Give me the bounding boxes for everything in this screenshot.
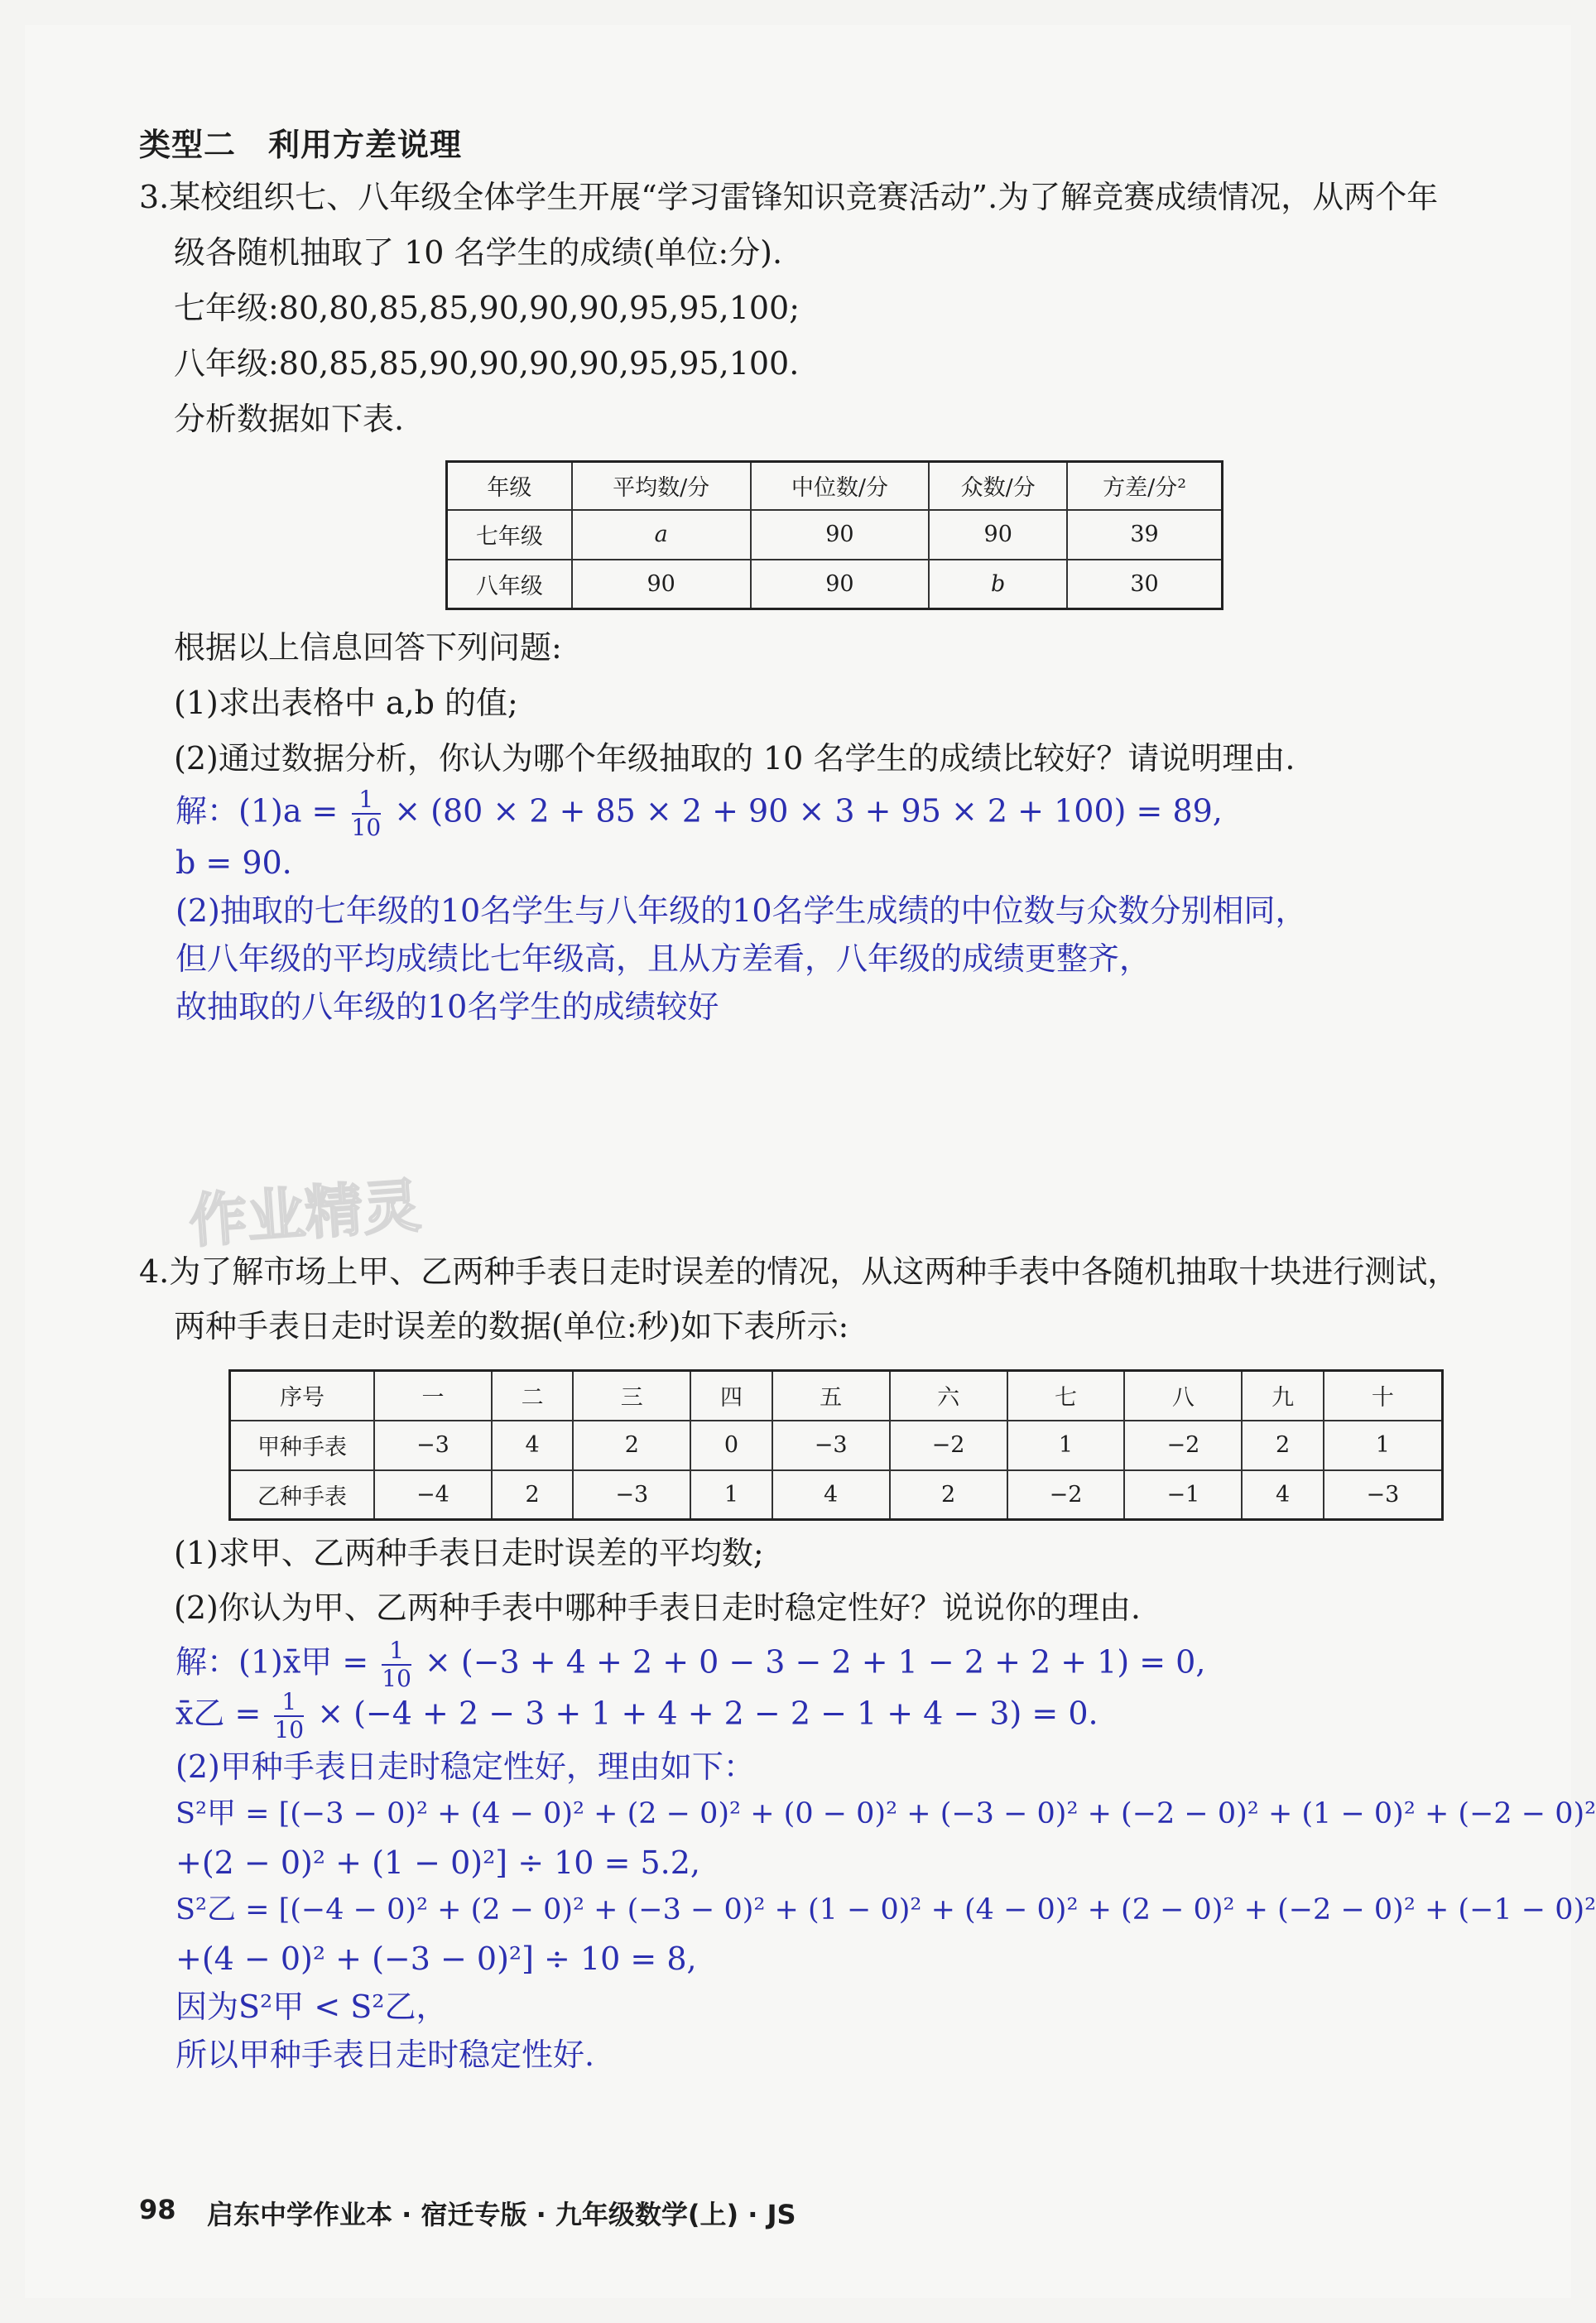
q3-prompt: 根据以上信息回答下列问题: [174,629,562,666]
table-cell: 4 [772,1470,890,1520]
footer-page-number: 98 [139,2194,176,2225]
table-cell: −2 [1124,1421,1242,1470]
q4-answer2-suffix: × (−4 + 2 − 3 + 1 + 4 + 2 − 2 − 1 + 4 − 3) = 0. [317,1695,1098,1732]
fraction-numerator: 1 [382,1639,411,1666]
table-cell: 甲种手表 [230,1421,375,1470]
table-header-row [230,1371,1443,1421]
q3-sub1: (1)求出表格中 a,b 的值; [174,685,518,721]
table-header-cell: 方差/分² [1067,462,1222,510]
table-header-cell: 十 [1324,1371,1443,1421]
q4-answer1 [175,1639,1205,1691]
table-cell: a [572,510,751,560]
q4-variance-yi-line2: +(4 − 0)² + (−3 − 0)²] ÷ 10 = 8, [175,1941,697,1977]
table-cell: 90 [751,510,930,560]
fraction-denominator: 10 [274,1716,305,1743]
q3-answer2-line1: (2)抽取的七年级的10名学生与八年级的10名学生成绩的中位数与众数分别相同， [175,892,1307,929]
table-cell: 2 [492,1470,573,1520]
fraction-numerator: 1 [352,788,382,815]
table-header-cell: 序号 [230,1371,375,1421]
table-cell: 90 [572,560,751,609]
table-cell: 30 [1067,560,1222,609]
table-row [447,510,1223,560]
table-cell: −3 [1324,1470,1443,1520]
q4-stem-line2: 两种手表日走时误差的数据(单位:秒)如下表所示: [174,1308,849,1344]
table-cell: 2 [1242,1421,1323,1470]
q3-answer1-fraction [352,788,382,839]
q4-variance-jia-line1: S²甲 = [(−3 − 0)² + (4 − 0)² + (2 − 0)² + (0 − 0)² + (−3 − 0)² + (−2 − 0)² + (1 − 0)² + (−2 − 0)² [175,1797,1596,1830]
q3-answer2-line3: 故抽取的八年级的10名学生的成绩较好 [175,988,719,1025]
q4-sub2: (2)你认为甲、乙两种手表中哪种手表日走时稳定性好？说说你的理由. [174,1590,1141,1626]
table-header-cell: 众数/分 [929,462,1067,510]
q3-stem-line2: 级各随机抽取了 10 名学生的成绩(单位:分). [174,234,783,271]
watermark-logo: 作业精灵 [186,1171,423,1256]
q4-variance-yi-line1: S²乙 = [(−4 − 0)² + (2 − 0)² + (−3 − 0)² + (1 − 0)² + (4 − 0)² + (2 − 0)² + (−2 − 0)² + (−1 − 0)² [175,1893,1596,1926]
table-cell: −3 [772,1421,890,1470]
table-cell: 1 [1324,1421,1443,1470]
table-header-cell: 年级 [447,462,572,510]
q3-sub2: (2)通过数据分析，你认为哪个年级抽取的 10 名学生的成绩比较好？请说明理由. [174,740,1296,777]
table-cell: −4 [374,1470,492,1520]
q3-stem-line1: 3.某校组织七、八年级全体学生开展“学习雷锋知识竞赛活动”.为了解竞赛成绩情况，从两个年 [139,179,1439,215]
table-row [447,560,1223,609]
table-cell: 2 [573,1421,690,1470]
q4-answer2 [175,1688,1098,1743]
table-cell: 1 [690,1470,772,1520]
table-cell: 七年级 [447,510,572,560]
table-header-cell: 中位数/分 [751,462,930,510]
table-header-cell: 一 [374,1371,492,1421]
q3-answer1-prefix: 解：(1)a = [175,792,339,830]
q4-error-table [228,1369,1444,1521]
table-cell: 4 [1242,1470,1323,1520]
q4-stem-line1: 4.为了解市场上甲、乙两种手表日走时误差的情况，从这两种手表中各随机抽取十块进行测试， [139,1253,1459,1290]
table-cell: 乙种手表 [230,1470,375,1520]
footer-book-title: 启东中学作业本 · 宿迁专版 · 九年级数学(上) · JS [207,2199,796,2230]
q3-analysis-text: 分析数据如下表. [174,401,405,437]
q4-therefore: 所以甲种手表日走时稳定性好. [175,2037,595,2073]
table-row [230,1421,1443,1470]
table-cell: 1 [1007,1421,1125,1470]
table-cell: 2 [890,1470,1007,1520]
table-cell: −2 [1007,1470,1125,1520]
q3-grade8-data: 八年级:80,85,85,90,90,90,90,95,95,100. [174,345,800,382]
table-header-cell: 三 [573,1371,690,1421]
table-header-cell: 七 [1007,1371,1125,1421]
q3-stats-table [445,460,1223,610]
fraction-numerator: 1 [274,1691,304,1717]
table-cell: −3 [573,1470,690,1520]
q4-answer1-fraction [382,1639,411,1691]
q4-answer2-fraction [274,1688,305,1743]
table-header-cell: 四 [690,1371,772,1421]
table-header-cell: 二 [492,1371,573,1421]
table-row [230,1470,1443,1520]
table-cell: −3 [374,1421,492,1470]
q4-answer2-prefix: x̄乙 = [175,1695,262,1732]
q4-variance-jia-line2: +(2 − 0)² + (1 − 0)²] ÷ 10 = 5.2, [175,1844,700,1881]
fraction-denominator: 10 [382,1665,411,1692]
section-title: 类型二 利用方差说理 [139,127,463,163]
table-header-cell: 五 [772,1371,890,1421]
table-cell: 4 [492,1421,573,1470]
q3-answer1 [175,788,1223,839]
table-cell: 90 [751,560,930,609]
table-cell: 0 [690,1421,772,1470]
q3-answer2-line2: 但八年级的平均成绩比七年级高，且从方差看，八年级的成绩更整齐， [175,940,1151,977]
table-cell: 八年级 [447,560,572,609]
q3-grade7-data: 七年级:80,80,85,85,90,90,90,95,95,100; [174,290,800,326]
table-header-row [447,462,1223,510]
table-header-cell: 平均数/分 [572,462,751,510]
fraction-denominator: 10 [351,814,382,841]
table-cell: 90 [929,510,1067,560]
q3-answer1-suffix: × (80 × 2 + 85 × 2 + 90 × 3 + 95 × 2 + 100) = 89, [394,792,1223,830]
table-header-cell: 九 [1242,1371,1323,1421]
table-cell: −2 [890,1421,1007,1470]
q4-because: 因为S²甲 < S²乙， [175,1989,448,2025]
table-cell: 39 [1067,510,1222,560]
table-header-cell: 六 [890,1371,1007,1421]
q3-answer1-b: b = 90. [175,844,292,881]
q4-answer3: (2)甲种手表日走时稳定性好，理由如下： [175,1748,755,1785]
table-header-cell: 八 [1124,1371,1242,1421]
q4-answer1-suffix: × (−3 + 4 + 2 + 0 − 3 − 2 + 1 − 2 + 2 + 1) = 0, [425,1643,1206,1681]
q4-answer1-prefix: 解：(1)x̄甲 = [175,1643,369,1681]
table-cell: b [929,560,1067,609]
q4-sub1: (1)求甲、乙两种手表日走时误差的平均数; [174,1535,764,1571]
table-cell: −1 [1124,1470,1242,1520]
